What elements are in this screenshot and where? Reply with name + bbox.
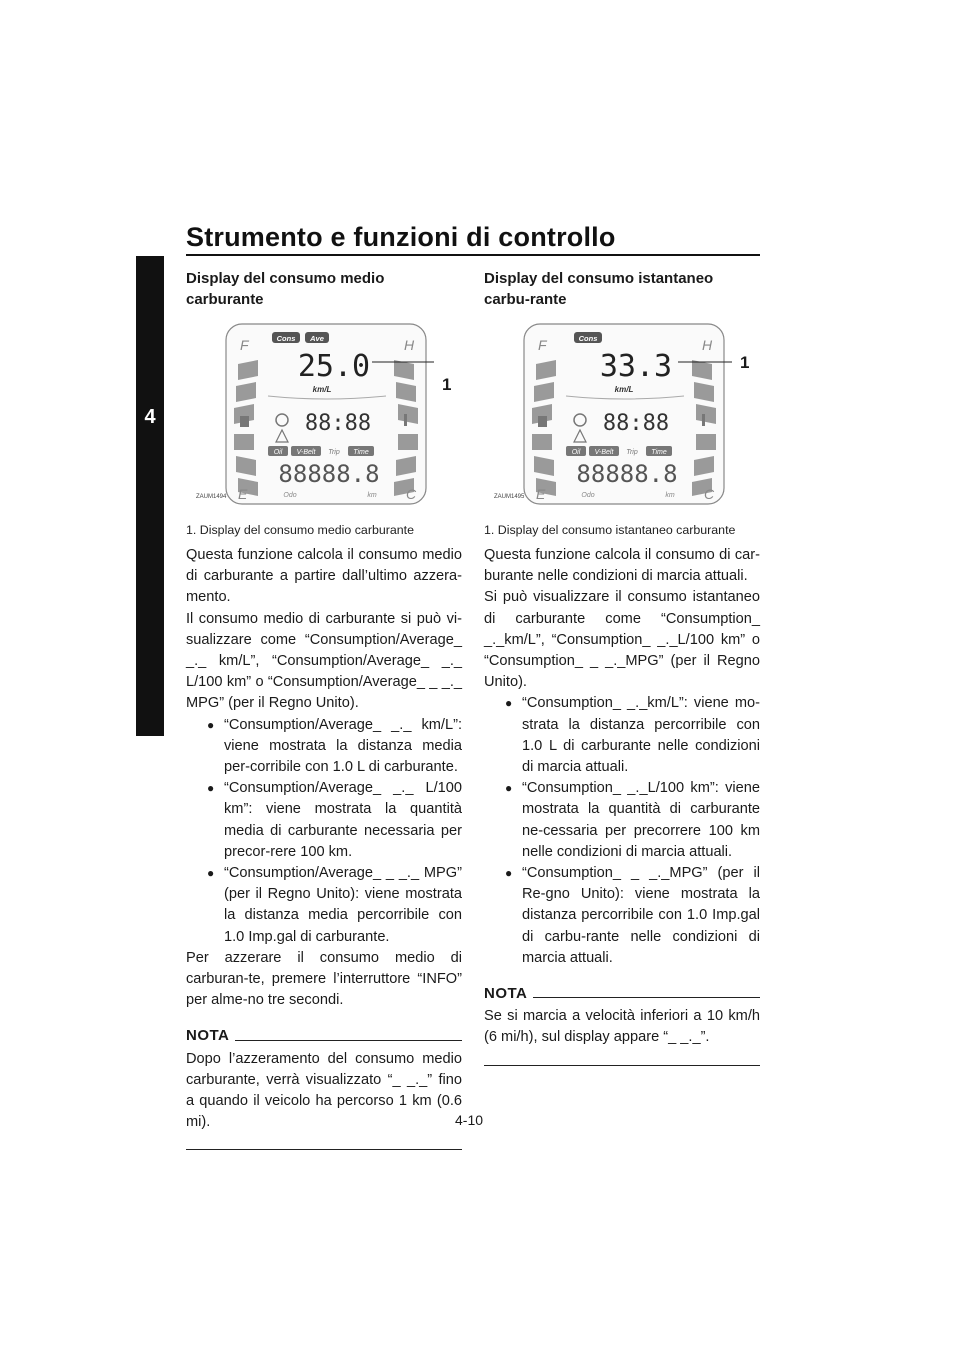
- figure-caption: 1. Display del consumo istantaneo carburante: [484, 523, 736, 537]
- list-item: ● “Consumption/Average_ _ _._ MPG” (per il Regno Unito): viene mostrata la distanza media percorribile con 1.0 Imp.gal di carburante.: [207, 865, 462, 945]
- lcd-badge-ave: Ave: [310, 334, 324, 343]
- fuel-pump-icon: [240, 416, 249, 427]
- lcd-main-value: 25.0: [297, 349, 371, 384]
- paragraph: Il consumo medio di carburante si può vi-sualizzare come “Consumption/Average_ _._ km/L”, “Consumption/Average_ _._ L/100 km” o “Consumption/Average_ _ _._ MPG” (per il Regno Unito).: [186, 610, 462, 712]
- lcd-badge-cons: Cons: [578, 334, 598, 343]
- bullet-icon: ●: [207, 781, 215, 796]
- paragraph: Si può visualizzare il consumo istantaneo di carburante come “Consumption_ _._km/L”, “Consumption_ _._L/100 km” o “Consumption_ _ _._MPG” (per il Regno Unito).: [484, 589, 760, 691]
- note-end-rule: [484, 1065, 760, 1066]
- figure-callout-number: 1: [442, 375, 452, 394]
- bullet-icon: ●: [207, 717, 215, 732]
- page-number: 4-10: [455, 1112, 484, 1128]
- chapter-tab: [136, 256, 164, 736]
- note-end-rule: [186, 1149, 462, 1150]
- lcd-km-label: km: [665, 492, 675, 499]
- note-label: NOTA: [186, 1027, 230, 1045]
- list-item: ● “Consumption_ _._L/100 km”: viene mostrata la quantità di carburante ne-cessaria per precorrere 100 km nelle condizioni di marcia attuali.: [505, 780, 760, 860]
- temperature-icon: [404, 414, 407, 426]
- right-column: [484, 268, 760, 1066]
- page-header-title: Strumento e funzioni di controllo: [186, 222, 616, 252]
- list-item: ● “Consumption/Average_ _._ L/100 km”: viene mostrata la quantità media di carburante necessaria per precor-rere 100 km.: [207, 780, 462, 860]
- chapter-tab-number: 4: [144, 406, 156, 428]
- lcd-tag-vbelt: V-Belt: [296, 449, 316, 456]
- lcd-c-label: C: [406, 486, 417, 502]
- lcd-tag-oil: Oil: [571, 449, 581, 456]
- bullet-list: [186, 715, 462, 948]
- lcd-f-label: F: [240, 337, 249, 353]
- lcd-h-label: H: [702, 337, 713, 353]
- lcd-tag-trip: Trip: [328, 449, 340, 456]
- lcd-clock: 88:88: [602, 411, 670, 436]
- note-header: [186, 1025, 462, 1046]
- figure-average-display: [186, 316, 462, 522]
- bullet-icon: ●: [505, 866, 513, 881]
- bullet-list: [484, 693, 760, 969]
- paragraph: Per azzerare il consumo medio di carburan-te, premere l’interruttore “INFO” per alme-no tre secondi.: [186, 949, 462, 1009]
- note-rule: [235, 1040, 462, 1041]
- lcd-tag-time: Time: [651, 449, 667, 456]
- lcd-odometer: 88888.8: [576, 460, 678, 488]
- lcd-badge-cons: Cons: [276, 334, 296, 343]
- lcd-odo-label: Odo: [581, 492, 595, 499]
- lcd-tag-oil: Oil: [273, 449, 283, 456]
- note-text: Se si marcia a velocità inferiori a 10 km/h (6 mi/h), sul display appare “_ _._”.: [484, 1008, 760, 1046]
- figure-instant-display: [484, 316, 760, 522]
- lcd-odo-label: Odo: [283, 492, 297, 499]
- figure-code: ZAUM1495: [494, 493, 525, 500]
- lcd-km-label: km: [367, 492, 377, 499]
- lcd-illustration-average: [186, 316, 462, 522]
- note-label: NOTA: [484, 985, 528, 1003]
- list-item: ● “Consumption_ _ _._MPG” (per il Re-gno Unito): viene mostrata la distanza percorribile con 1.0 Imp.gal di carbu-rante nelle condizioni di marcia attuali.: [505, 865, 760, 966]
- note-header: [484, 983, 760, 1004]
- lcd-c-label: C: [704, 486, 715, 502]
- lcd-unit: km/L: [614, 385, 634, 394]
- temperature-icon: [702, 414, 705, 426]
- note-rule: [533, 997, 760, 998]
- lcd-e-label: E: [536, 486, 546, 502]
- lcd-illustration-instant: [484, 316, 760, 522]
- lcd-odometer: 88888.8: [278, 460, 380, 488]
- header-rule: [186, 254, 760, 256]
- lcd-e-label: E: [238, 486, 248, 502]
- paragraph: Questa funzione calcola il consumo medio di carburante a partire dall’ultimo azzera-mento.: [186, 547, 462, 606]
- left-column: [186, 268, 462, 1150]
- bullet-icon: ●: [505, 781, 513, 796]
- paragraph: Questa funzione calcola il consumo di car-burante nelle condizioni di marcia attuali.: [484, 547, 760, 585]
- lcd-tag-time: Time: [353, 449, 369, 456]
- figure-caption: 1. Display del consumo medio carburante: [186, 523, 414, 537]
- lcd-tag-vbelt: V-Belt: [594, 449, 614, 456]
- lcd-h-label: H: [404, 337, 415, 353]
- list-item: ● “Consumption/Average_ _._ km/L”: viene mostrata la distanza media per-corribile con 1.0 L di carburante.: [207, 716, 462, 776]
- lcd-clock: 88:88: [304, 411, 372, 436]
- lcd-main-value: 33.3: [599, 349, 673, 384]
- section-title-average: Display del consumo medio carburante: [186, 270, 385, 308]
- note-text: Dopo l’azzeramento del consumo medio carburante, verrà visualizzato “_ _._” fino a quando il veicolo ha percorso 1 km (0.6 mi).: [186, 1050, 462, 1131]
- figure-code: ZAUM1494: [196, 493, 227, 500]
- bullet-icon: ●: [207, 866, 215, 881]
- figure-callout-number: 1: [740, 353, 750, 372]
- fuel-pump-icon: [538, 416, 547, 427]
- bullet-icon: ●: [505, 696, 513, 711]
- lcd-unit: km/L: [312, 385, 332, 394]
- lcd-tag-trip: Trip: [626, 449, 638, 456]
- list-item: ● “Consumption_ _._km/L”: viene mo-strata la distanza percorribile con 1.0 L di carburante nelle condizioni di marcia attuali.: [505, 695, 760, 776]
- section-title-instant: Display del consumo istantaneo carbu-rante: [484, 270, 714, 308]
- lcd-f-label: F: [538, 337, 547, 353]
